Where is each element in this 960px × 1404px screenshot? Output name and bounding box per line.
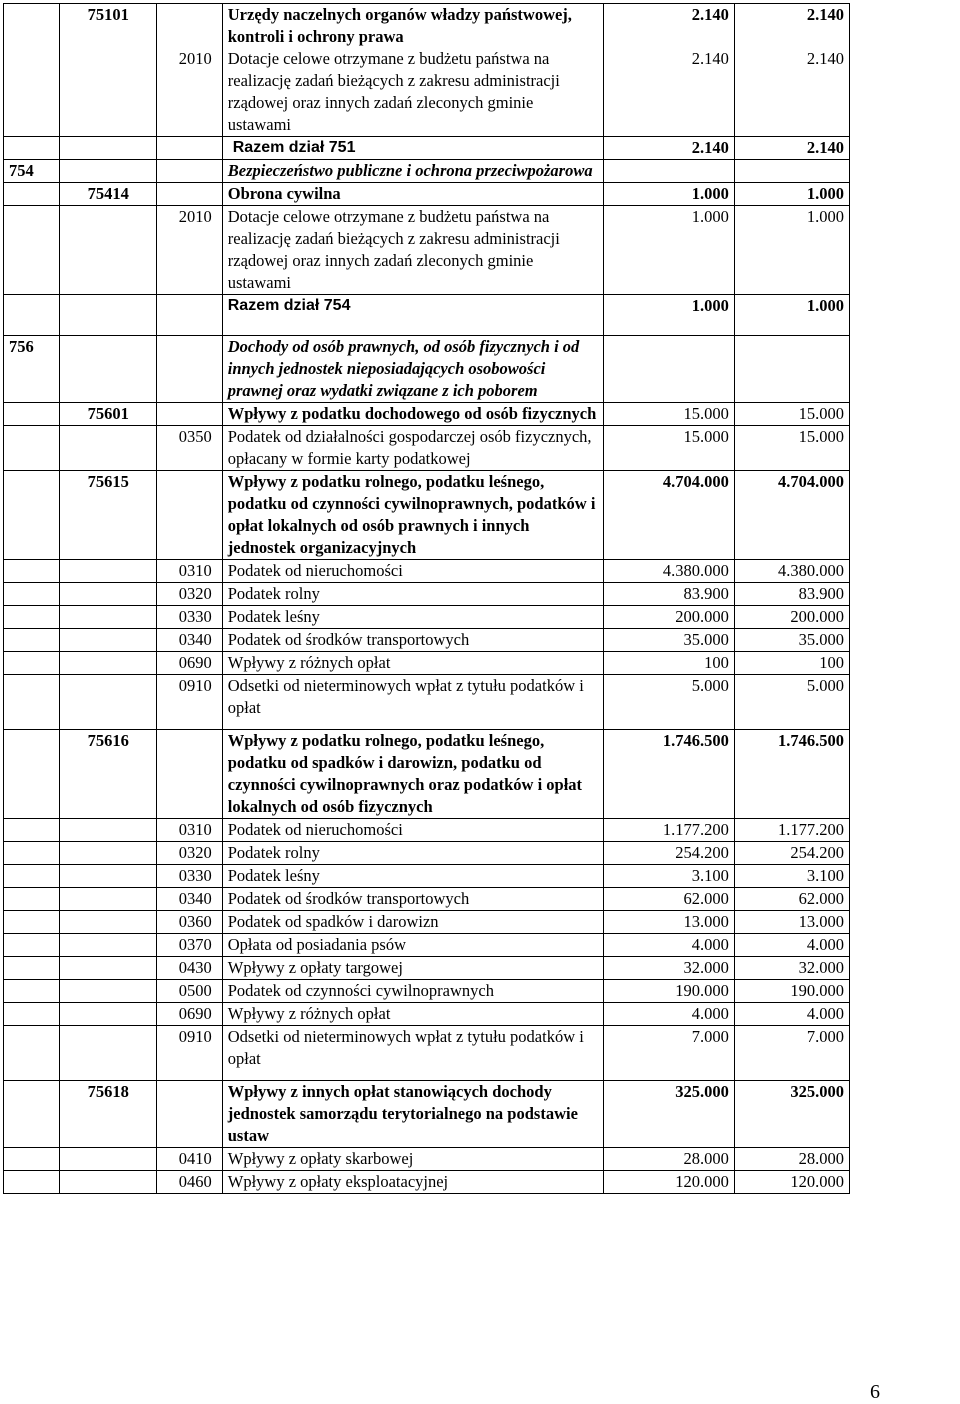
- rozdzial-cell: 75101: [59, 4, 156, 49]
- nazwa-cell: Razem dział 754: [222, 295, 604, 318]
- dzial-cell: [4, 865, 60, 888]
- plan-cell: 4.704.000: [604, 471, 735, 560]
- table-row: [4, 957, 850, 980]
- nazwa-cell: Podatek od nieruchomości: [222, 560, 604, 583]
- nazwa-cell: Odsetki od nieterminowych wpłat z tytułu podatków i opłat: [222, 1026, 604, 1071]
- dzial-cell: [4, 675, 60, 720]
- table-row: [4, 1026, 850, 1071]
- table-row: [4, 1081, 850, 1148]
- dzial-cell: [4, 295, 60, 318]
- paragraf-cell: 0370: [157, 934, 222, 957]
- wykonanie-cell: 1.000: [734, 295, 849, 318]
- paragraf-cell: [157, 160, 222, 183]
- spacer-cell: [4, 719, 60, 730]
- dzial-cell: [4, 1026, 60, 1071]
- wykonanie-cell: [734, 160, 849, 183]
- nazwa-cell: Dotacje celowe otrzymane z budżetu państwa na realizację zadań bieżących z zakresu administracji rządowej oraz innych zadań zleconych gminie ustawami: [222, 48, 604, 137]
- plan-cell: [604, 160, 735, 183]
- table-row: [4, 295, 850, 318]
- rozdzial-cell: [59, 1171, 156, 1194]
- rozdzial-cell: [59, 675, 156, 720]
- plan-cell: 32.000: [604, 957, 735, 980]
- paragraf-cell: [157, 1081, 222, 1148]
- nazwa-cell: Wpływy z opłaty eksploatacyjnej: [222, 1171, 604, 1194]
- rozdzial-cell: [59, 934, 156, 957]
- spacer-cell: [222, 1070, 604, 1081]
- plan-cell: 100: [604, 652, 735, 675]
- spacer-cell: [734, 1070, 849, 1081]
- table-row: [4, 865, 850, 888]
- nazwa-cell: Urzędy naczelnych organów władzy państwowej, kontroli i ochrony prawa: [222, 4, 604, 49]
- dzial-cell: [4, 1171, 60, 1194]
- table-row: [4, 4, 850, 49]
- paragraf-cell: [157, 295, 222, 318]
- page-number: 6: [870, 1381, 880, 1403]
- plan-cell: 1.177.200: [604, 819, 735, 842]
- plan-cell: 4.000: [604, 1003, 735, 1026]
- dzial-cell: [4, 730, 60, 819]
- dzial-cell: [4, 4, 60, 49]
- budget-table: [3, 3, 850, 1194]
- plan-cell: 200.000: [604, 606, 735, 629]
- rozdzial-cell: [59, 295, 156, 318]
- wykonanie-cell: 200.000: [734, 606, 849, 629]
- wykonanie-cell: 1.000: [734, 206, 849, 295]
- dzial-cell: [4, 560, 60, 583]
- wykonanie-cell: 2.140: [734, 48, 849, 137]
- nazwa-cell: Podatek od środków transportowych: [222, 629, 604, 652]
- paragraf-cell: 0910: [157, 675, 222, 720]
- paragraf-cell: 0360: [157, 911, 222, 934]
- rozdzial-cell: 75616: [59, 730, 156, 819]
- plan-cell: [604, 336, 735, 403]
- wykonanie-cell: 5.000: [734, 675, 849, 720]
- dzial-cell: [4, 606, 60, 629]
- table-row: [4, 888, 850, 911]
- plan-cell: 120.000: [604, 1171, 735, 1194]
- nazwa-cell: Wpływy z innych opłat stanowiących dochody jednostek samorządu terytorialnego na podstawie ustaw: [222, 1081, 604, 1148]
- spacer-cell: [4, 317, 60, 336]
- table-row: [4, 183, 850, 206]
- table-row: [4, 980, 850, 1003]
- nazwa-cell: Wpływy z opłaty targowej: [222, 957, 604, 980]
- rozdzial-cell: [59, 606, 156, 629]
- table-row: [4, 48, 850, 137]
- paragraf-cell: 0460: [157, 1171, 222, 1194]
- paragraf-cell: 0340: [157, 629, 222, 652]
- budget-table-body: [4, 4, 850, 1194]
- wykonanie-cell: 325.000: [734, 1081, 849, 1148]
- nazwa-cell: Podatek od spadków i darowizn: [222, 911, 604, 934]
- rozdzial-cell: [59, 160, 156, 183]
- paragraf-cell: [157, 137, 222, 160]
- rozdzial-cell: [59, 1148, 156, 1171]
- paragraf-cell: 0310: [157, 819, 222, 842]
- paragraf-cell: 0340: [157, 888, 222, 911]
- plan-cell: 2.140: [604, 137, 735, 160]
- nazwa-cell: Opłata od posiadania psów: [222, 934, 604, 957]
- wykonanie-cell: 7.000: [734, 1026, 849, 1071]
- spacer-cell: [4, 1070, 60, 1081]
- plan-cell: 190.000: [604, 980, 735, 1003]
- table-row: [4, 675, 850, 720]
- plan-cell: 83.900: [604, 583, 735, 606]
- dzial-cell: [4, 48, 60, 137]
- dzial-cell: [4, 819, 60, 842]
- nazwa-cell: Razem dział 751: [222, 137, 604, 160]
- rozdzial-cell: [59, 957, 156, 980]
- table-row: [4, 471, 850, 560]
- wykonanie-cell: 62.000: [734, 888, 849, 911]
- dzial-cell: [4, 957, 60, 980]
- wykonanie-cell: 32.000: [734, 957, 849, 980]
- paragraf-cell: 0320: [157, 583, 222, 606]
- rozdzial-cell: [59, 48, 156, 137]
- paragraf-cell: 2010: [157, 48, 222, 137]
- dzial-cell: 754: [4, 160, 60, 183]
- dzial-cell: [4, 183, 60, 206]
- plan-cell: 1.746.500: [604, 730, 735, 819]
- paragraf-cell: [157, 183, 222, 206]
- paragraf-cell: 0690: [157, 652, 222, 675]
- wykonanie-cell: 1.746.500: [734, 730, 849, 819]
- plan-cell: 4.000: [604, 934, 735, 957]
- table-row: [4, 583, 850, 606]
- nazwa-cell: Odsetki od nieterminowych wpłat z tytułu podatków i opłat: [222, 675, 604, 720]
- table-row: [4, 842, 850, 865]
- table-row: [4, 911, 850, 934]
- wykonanie-cell: 1.177.200: [734, 819, 849, 842]
- wykonanie-cell: 4.704.000: [734, 471, 849, 560]
- paragraf-cell: [157, 336, 222, 403]
- plan-cell: 2.140: [604, 4, 735, 49]
- rozdzial-cell: [59, 819, 156, 842]
- paragraf-cell: 0430: [157, 957, 222, 980]
- spacer-cell: [604, 317, 735, 336]
- paragraf-cell: 0410: [157, 1148, 222, 1171]
- plan-cell: 35.000: [604, 629, 735, 652]
- nazwa-cell: Dochody od osób prawnych, od osób fizycznych i od innych jednostek nieposiadających osobowości prawnej oraz wydatki związane z ich poborem: [222, 336, 604, 403]
- plan-cell: 254.200: [604, 842, 735, 865]
- rozdzial-cell: [59, 426, 156, 471]
- dzial-cell: [4, 206, 60, 295]
- plan-cell: 7.000: [604, 1026, 735, 1071]
- nazwa-cell: Wpływy z różnych opłat: [222, 1003, 604, 1026]
- wykonanie-cell: 2.140: [734, 4, 849, 49]
- table-row: [4, 426, 850, 471]
- spacer-cell: [59, 719, 156, 730]
- table-row: [4, 336, 850, 403]
- wykonanie-cell: 4.380.000: [734, 560, 849, 583]
- nazwa-cell: Wpływy z podatku rolnego, podatku leśnego, podatku od spadków i darowizn, podatku od czynności cywilnoprawnych oraz podatków i opłat lokalnych od osób fizycznych: [222, 730, 604, 819]
- wykonanie-cell: 28.000: [734, 1148, 849, 1171]
- table-row: [4, 934, 850, 957]
- plan-cell: 4.380.000: [604, 560, 735, 583]
- rozdzial-cell: 75414: [59, 183, 156, 206]
- dzial-cell: [4, 426, 60, 471]
- plan-cell: 28.000: [604, 1148, 735, 1171]
- nazwa-cell: Podatek od nieruchomości: [222, 819, 604, 842]
- table-row: [4, 629, 850, 652]
- nazwa-cell: Podatek rolny: [222, 583, 604, 606]
- spacer-cell: [222, 719, 604, 730]
- dzial-cell: [4, 471, 60, 560]
- rozdzial-cell: [59, 560, 156, 583]
- rozdzial-cell: [59, 842, 156, 865]
- paragraf-cell: 0330: [157, 606, 222, 629]
- plan-cell: 2.140: [604, 48, 735, 137]
- dzial-cell: [4, 888, 60, 911]
- paragraf-cell: [157, 4, 222, 49]
- paragraf-cell: 0310: [157, 560, 222, 583]
- spacer-cell: [157, 1070, 222, 1081]
- wykonanie-cell: 15.000: [734, 403, 849, 426]
- table-row: [4, 819, 850, 842]
- rozdzial-cell: [59, 206, 156, 295]
- spacer-cell: [604, 719, 735, 730]
- rozdzial-cell: 75615: [59, 471, 156, 560]
- paragraf-cell: 0350: [157, 426, 222, 471]
- wykonanie-cell: 4.000: [734, 934, 849, 957]
- nazwa-cell: Podatek od działalności gospodarczej osób fizycznych, opłacany w formie karty podatkowej: [222, 426, 604, 471]
- table-row: [4, 206, 850, 295]
- table-row: [4, 1171, 850, 1194]
- paragraf-cell: 0320: [157, 842, 222, 865]
- wykonanie-cell: 120.000: [734, 1171, 849, 1194]
- paragraf-cell: 0910: [157, 1026, 222, 1071]
- dzial-cell: [4, 1148, 60, 1171]
- spacer-row: [4, 317, 850, 336]
- rozdzial-cell: [59, 980, 156, 1003]
- wykonanie-cell: 35.000: [734, 629, 849, 652]
- rozdzial-cell: [59, 865, 156, 888]
- spacer-cell: [157, 719, 222, 730]
- rozdzial-cell: [59, 629, 156, 652]
- nazwa-cell: Podatek rolny: [222, 842, 604, 865]
- dzial-cell: [4, 1081, 60, 1148]
- spacer-cell: [734, 719, 849, 730]
- nazwa-cell: Podatek od środków transportowych: [222, 888, 604, 911]
- plan-cell: 15.000: [604, 426, 735, 471]
- dzial-cell: [4, 1003, 60, 1026]
- plan-cell: 62.000: [604, 888, 735, 911]
- dzial-cell: [4, 980, 60, 1003]
- nazwa-cell: Wpływy z podatku rolnego, podatku leśnego, podatku od czynności cywilnoprawnych, podatków i opłat lokalnych od osób prawnych i innych jednostek organizacyjnych: [222, 471, 604, 560]
- rozdzial-cell: [59, 1003, 156, 1026]
- rozdzial-cell: [59, 336, 156, 403]
- plan-cell: 3.100: [604, 865, 735, 888]
- wykonanie-cell: 4.000: [734, 1003, 849, 1026]
- plan-cell: 13.000: [604, 911, 735, 934]
- wykonanie-cell: 15.000: [734, 426, 849, 471]
- dzial-cell: [4, 629, 60, 652]
- rozdzial-cell: [59, 652, 156, 675]
- wykonanie-cell: 254.200: [734, 842, 849, 865]
- dzial-cell: [4, 934, 60, 957]
- paragraf-cell: 0330: [157, 865, 222, 888]
- plan-cell: 1.000: [604, 295, 735, 318]
- spacer-cell: [734, 317, 849, 336]
- rozdzial-cell: 75618: [59, 1081, 156, 1148]
- spacer-cell: [157, 317, 222, 336]
- paragraf-cell: 0690: [157, 1003, 222, 1026]
- rozdzial-cell: [59, 911, 156, 934]
- dzial-cell: [4, 137, 60, 160]
- dzial-cell: [4, 652, 60, 675]
- paragraf-cell: [157, 730, 222, 819]
- plan-cell: 1.000: [604, 183, 735, 206]
- nazwa-cell: Podatek leśny: [222, 606, 604, 629]
- table-row: [4, 652, 850, 675]
- nazwa-cell: Bezpieczeństwo publiczne i ochrona przeciwpożarowa: [222, 160, 604, 183]
- nazwa-cell: Obrona cywilna: [222, 183, 604, 206]
- table-row: [4, 137, 850, 160]
- wykonanie-cell: 83.900: [734, 583, 849, 606]
- wykonanie-cell: 2.140: [734, 137, 849, 160]
- spacer-cell: [59, 1070, 156, 1081]
- spacer-cell: [59, 317, 156, 336]
- table-row: [4, 560, 850, 583]
- spacer-row: [4, 1070, 850, 1081]
- wykonanie-cell: 13.000: [734, 911, 849, 934]
- wykonanie-cell: 100: [734, 652, 849, 675]
- spacer-row: [4, 719, 850, 730]
- dzial-cell: 756: [4, 336, 60, 403]
- dzial-cell: [4, 403, 60, 426]
- dzial-cell: [4, 583, 60, 606]
- plan-cell: 325.000: [604, 1081, 735, 1148]
- table-row: [4, 1148, 850, 1171]
- dzial-cell: [4, 911, 60, 934]
- wykonanie-cell: 3.100: [734, 865, 849, 888]
- table-row: [4, 730, 850, 819]
- nazwa-cell: Wpływy z opłaty skarbowej: [222, 1148, 604, 1171]
- paragraf-cell: [157, 403, 222, 426]
- nazwa-cell: Wpływy z podatku dochodowego od osób fizycznych: [222, 403, 604, 426]
- rozdzial-cell: [59, 583, 156, 606]
- rozdzial-cell: 75601: [59, 403, 156, 426]
- table-row: [4, 160, 850, 183]
- rozdzial-cell: [59, 888, 156, 911]
- table-row: [4, 606, 850, 629]
- table-row: [4, 403, 850, 426]
- spacer-cell: [222, 317, 604, 336]
- wykonanie-cell: 190.000: [734, 980, 849, 1003]
- paragraf-cell: 2010: [157, 206, 222, 295]
- nazwa-cell: Podatek leśny: [222, 865, 604, 888]
- paragraf-cell: [157, 471, 222, 560]
- plan-cell: 1.000: [604, 206, 735, 295]
- spacer-cell: [604, 1070, 735, 1081]
- nazwa-cell: Wpływy z różnych opłat: [222, 652, 604, 675]
- rozdzial-cell: [59, 137, 156, 160]
- wykonanie-cell: [734, 336, 849, 403]
- table-row: [4, 1003, 850, 1026]
- paragraf-cell: 0500: [157, 980, 222, 1003]
- wykonanie-cell: 1.000: [734, 183, 849, 206]
- plan-cell: 5.000: [604, 675, 735, 720]
- plan-cell: 15.000: [604, 403, 735, 426]
- dzial-cell: [4, 842, 60, 865]
- nazwa-cell: Podatek od czynności cywilnoprawnych: [222, 980, 604, 1003]
- rozdzial-cell: [59, 1026, 156, 1071]
- nazwa-cell: Dotacje celowe otrzymane z budżetu państwa na realizację zadań bieżących z zakresu administracji rządowej oraz innych zadań zleconych gminie ustawami: [222, 206, 604, 295]
